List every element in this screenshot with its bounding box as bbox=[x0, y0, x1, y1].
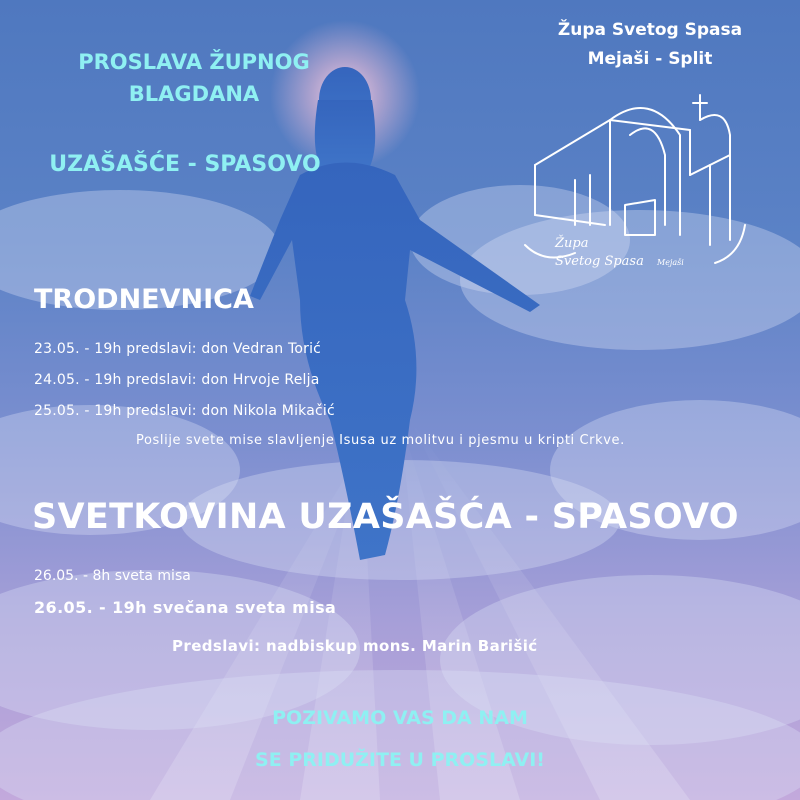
invitation-line2: SE PRIDUŽITE U PROSLAVI! bbox=[255, 749, 545, 771]
parish-place: Mejaši - Split bbox=[587, 49, 713, 69]
mass-schedule-evening: 26.05. - 19h svečana sveta misa bbox=[34, 598, 337, 617]
church-logo bbox=[515, 75, 755, 275]
mass-schedule-morning: 26.05. - 8h sveta misa bbox=[34, 568, 191, 584]
logo-script-2: Svetog Spasa bbox=[555, 254, 644, 269]
trodnevnica-item: 25.05. - 19h predslavi: don Nikola Mikačić bbox=[34, 403, 335, 419]
trodnevnica-item: 23.05. - 19h predslavi: don Vedran Torić bbox=[34, 341, 322, 357]
logo-script-3: Mejaši bbox=[657, 258, 684, 267]
invitation-line1: POZIVAMO VAS DA NAM bbox=[272, 707, 528, 729]
parish-name: Župa Svetog Spasa bbox=[557, 20, 743, 40]
trodnevnica-title: TRODNEVNICA bbox=[34, 284, 254, 315]
header-title-line1: PROSLAVA ŽUPNOG bbox=[78, 50, 310, 74]
trodnevnica-note: Poslije svete mise slavljenje Isusa uz molitvu i pjesmu u kripti Crkve. bbox=[136, 433, 625, 448]
header-feast: UZAŠAŠĆE - SPASOVO bbox=[49, 152, 321, 177]
svetkovina-title: SVETKOVINA UZAŠAŠĆA - SPASOVO bbox=[32, 497, 739, 537]
logo-script-1: Župa bbox=[555, 236, 589, 251]
trodnevnica-item: 24.05. - 19h predslavi: don Hrvoje Relja bbox=[34, 372, 320, 388]
presider-line: Predslavi: nadbiskup mons. Marin Barišić bbox=[172, 637, 538, 655]
header-title-line2: BLAGDANA bbox=[128, 82, 260, 106]
